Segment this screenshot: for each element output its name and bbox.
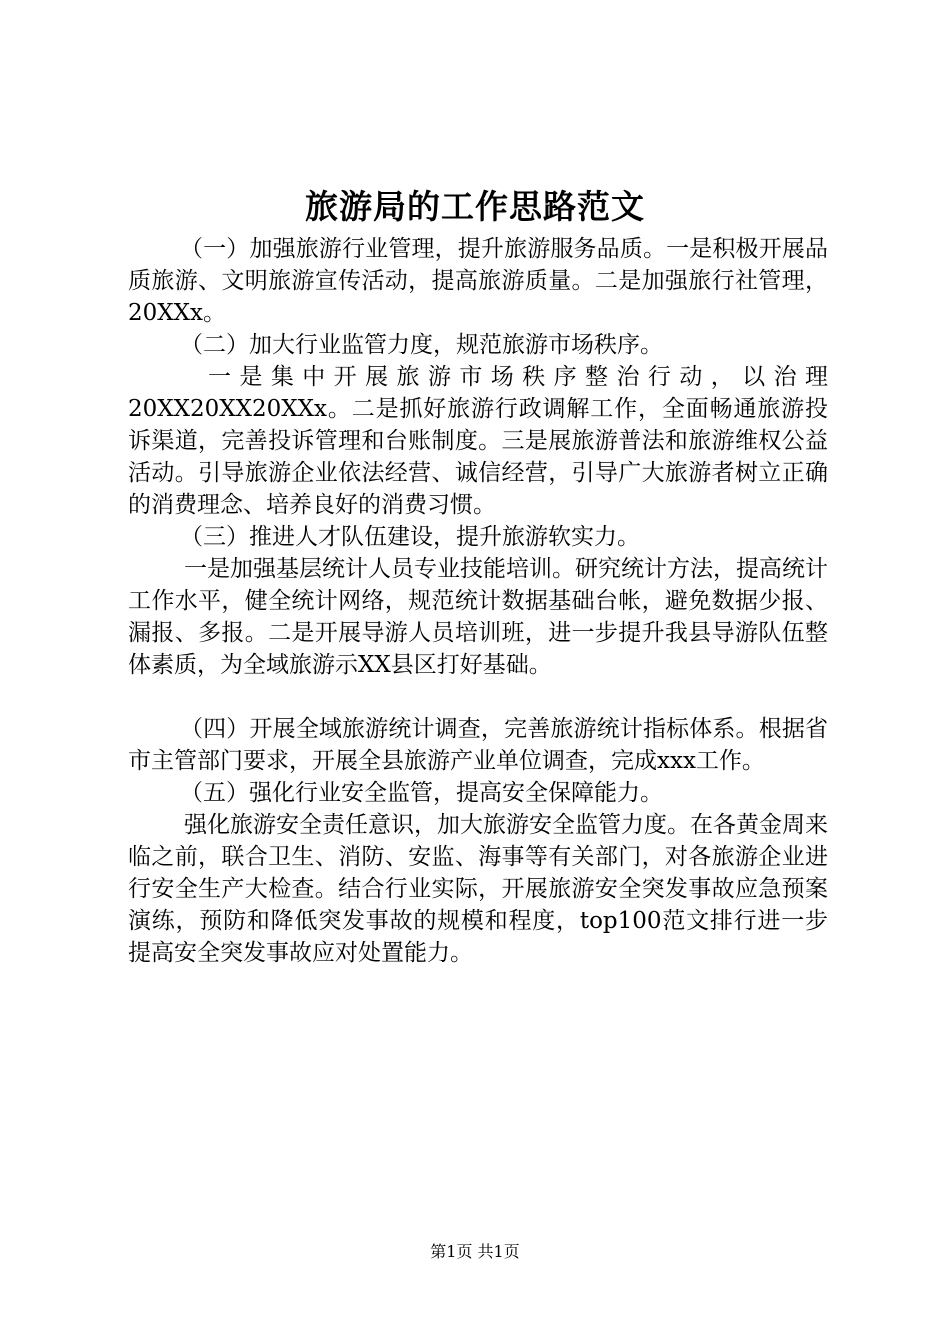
- paragraph-6: （四）开展全域旅游统计调查，完善旅游统计指标体系。根据省市主管部门要求，开展全县旅游产业单位调查，完成xxx工作。: [128, 716, 828, 774]
- paragraph-2: （二）加大行业监管力度，规范旅游市场秩序。: [180, 332, 663, 358]
- paragraph-5: 一是加强基层统计人员专业技能培训。研究统计方法，提高统计工作水平，健全统计网络，规范统计数据基础台帐，避免数据少报、漏报、多报。二是开展导游人员培训班，进一步提升我县导游队伍整体素质，为全域旅游示XX县区打好基础。: [128, 556, 828, 678]
- paragraph-4: （三）推进人才队伍建设，提升旅游软实力。: [180, 524, 640, 550]
- paragraph-3: 一是集中开展旅游市场秩序整治行动，以治理20XX20XX20XXx。二是抓好旅游行政调解工作，全面畅通旅游投诉渠道，完善投诉管理和台账制度。三是展旅游普法和旅游维权公益活动。引导旅游企业依法经营、诚信经营，引导广大旅游者树立正确的消费理念、培养良好的消费习惯。: [128, 364, 828, 518]
- paragraph-1: （一）加强旅游行业管理，提升旅游服务品质。一是积极开展品质旅游、文明旅游宣传活动，提高旅游质量。二是加强旅行社管理，20XXx。: [128, 236, 828, 326]
- paragraph-7: （五）强化行业安全监管，提高安全保障能力。: [180, 780, 663, 806]
- document-title: 旅游局的工作思路范文: [305, 187, 645, 226]
- page-footer: 第1页 共1页: [430, 1242, 520, 1261]
- paragraph-8: 强化旅游安全责任意识，加大旅游安全监管力度。在各黄金周来临之前，联合卫生、消防、安监、海事等有关部门，对各旅游企业进行安全生产大检查。结合行业实际，开展旅游安全突发事故应急预案演练，预防和降低突发事故的规模和程度，top100范文排行进一步提高安全突发事故应对处置能力。: [128, 812, 828, 966]
- document-body: [128, 233, 828, 969]
- paragraph-gap: [128, 681, 828, 713]
